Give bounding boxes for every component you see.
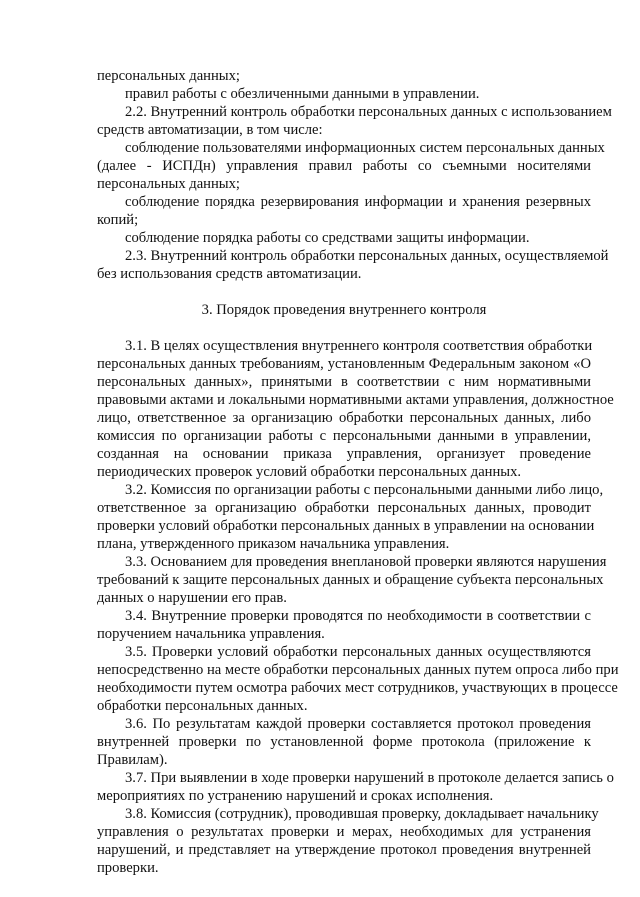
text-line: Правилам). (97, 752, 168, 768)
text-line: необходимости путем осмотра рабочих мест сотрудников, участвующих в процессе (97, 680, 618, 696)
paragraph-3-1-start: 3.1. В целях осуществления внутреннего контроля соответствия обработки (125, 338, 593, 354)
text-line: соблюдение пользователями информационных систем персональных данных (125, 140, 605, 156)
text-line: персональных данных», принятыми в соответствии с ним нормативными (97, 374, 591, 390)
section-heading: 3. Порядок проведения внутреннего контроля (201, 302, 487, 318)
text-line: лицо, ответственное за организацию обработки персональных данных, либо (97, 410, 591, 426)
text-line: проверки. (97, 860, 159, 876)
paragraph-3-2-start: 3.2. Комиссия по организации работы с персональными данными либо лицо, (125, 482, 604, 498)
paragraph-3-5-start: 3.5. Проверки условий обработки персональных данных осуществляются (125, 644, 591, 660)
text-line: данных о нарушении его прав. (97, 590, 287, 606)
text-line: соблюдение порядка работы со средствами защиты информации. (125, 230, 530, 246)
text-line: персональных данных; (97, 68, 240, 84)
paragraph-2-2-start: 2.2. Внутренний контроль обработки персональных данных с использованием (125, 104, 612, 120)
text-line: средств автоматизации, в том числе: (97, 122, 323, 138)
paragraph-3-6-start: 3.6. По результатам каждой проверки составляется протокол проведения (125, 716, 591, 732)
text-line: комиссия по организации работы с персональными данными в управлении, (97, 428, 591, 444)
text-line: мероприятиях по устранению нарушений и сроках исполнения. (97, 788, 494, 804)
text-line: периодических проверок условий обработки персональных данных. (97, 464, 522, 480)
text-line: проверки условий обработки персональных данных в управлении на основании (97, 518, 595, 534)
text-line: правил работы с обезличенными данными в управлении. (125, 86, 480, 102)
text-line: непосредственно на месте обработки персональных данных путем опроса либо при (97, 662, 619, 678)
text-line: правовыми актами и локальными нормативными актами управления, должностное (97, 392, 614, 408)
paragraph-3-3-start: 3.3. Основанием для проведения внеплановой проверки являются нарушения (125, 554, 607, 570)
text-line: нарушений, и представляет на утверждение протокол проведения внутренней (97, 842, 591, 858)
text-line: без использования средств автоматизации. (97, 266, 362, 282)
paragraph-2-3-start: 2.3. Внутренний контроль обработки персональных данных, осуществляемой (125, 248, 609, 264)
text-line: поручением начальника управления. (97, 626, 325, 642)
text-line: (далее - ИСПДн) управления правил работы со съемными носителями (97, 158, 591, 174)
paragraph-3-4-start: 3.4. Внутренние проверки проводятся по необходимости в соответствии с (125, 608, 591, 624)
text-line: обработки персональных данных. (97, 698, 308, 714)
text-line: созданная на основании приказа управления, организует проведение (97, 446, 591, 462)
text-line: внутренней проверки по установленной форме протокола (приложение к (97, 734, 591, 750)
paragraph-3-7-start: 3.7. При выявлении в ходе проверки нарушений в протоколе делается запись о (125, 770, 614, 786)
text-line: соблюдение порядка резервирования информации и хранения резервных (125, 194, 591, 210)
text-line: персональных данных требованиям, установленным Федеральным законом «О (97, 356, 591, 372)
text-line: требований к защите персональных данных и обращение субъекта персональных (97, 572, 604, 588)
text-line: персональных данных; (97, 176, 240, 192)
text-line: ответственное за организацию обработки персональных данных, проводит (97, 500, 591, 516)
text-line: управления о результатах проверки и мерах, необходимых для устранения (97, 824, 591, 840)
paragraph-3-8-start: 3.8. Комиссия (сотрудник), проводившая проверку, докладывает начальнику (125, 806, 599, 822)
text-line: копий; (97, 212, 139, 228)
text-line: плана, утвержденного приказом начальника управления. (97, 536, 450, 552)
